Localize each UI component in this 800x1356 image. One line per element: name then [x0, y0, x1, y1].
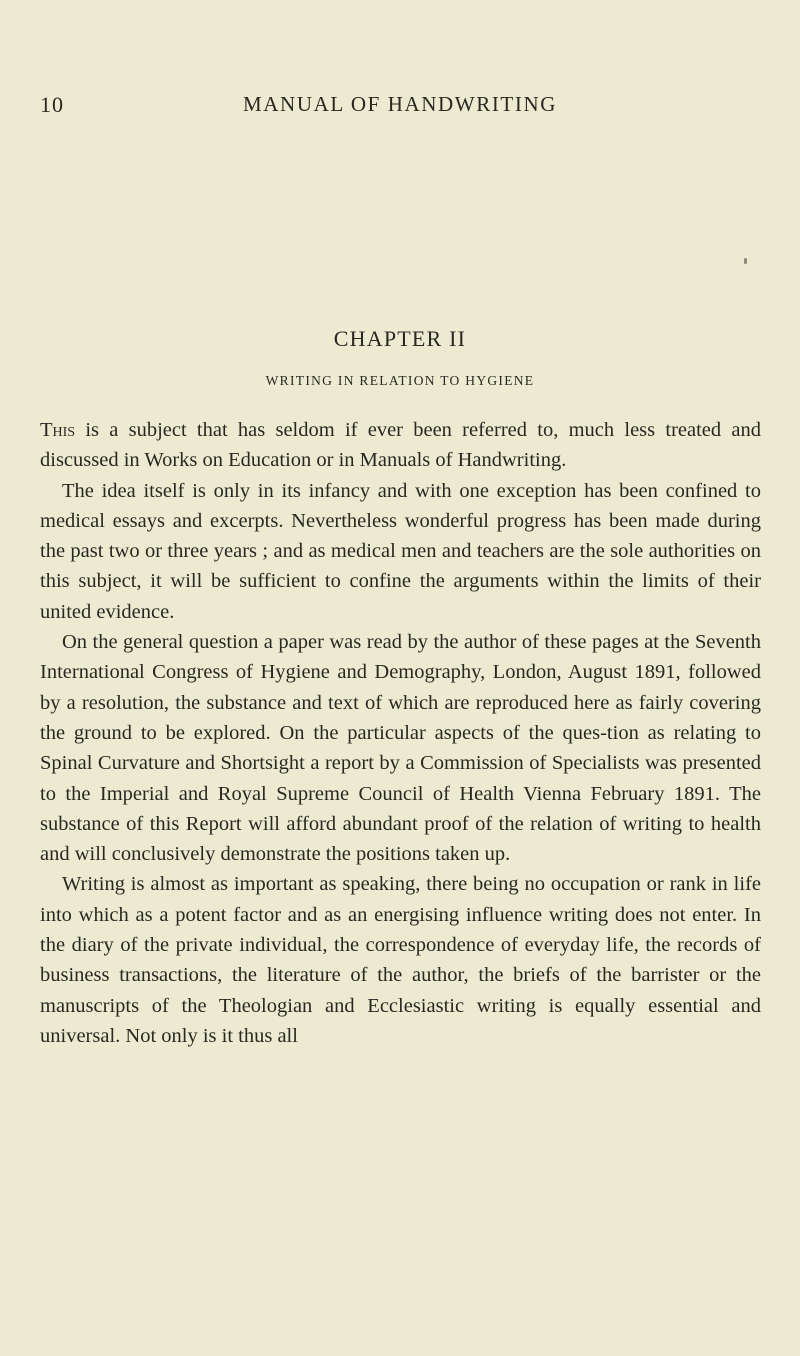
paragraph-2: The idea itself is only in its infancy and with one exception has been confined to medical essays and excerpts. Nevertheless wonderful progress has been made during the past two or three years ; and as medical men and teachers are the sole authorities on this subject, it will be sufficient to confine the arguments within the limits of their united evidence.: [40, 479, 761, 623]
body-text: [40, 415, 761, 1051]
paragraph-3: On the general question a paper was read by the author of these pages at the Seventh International Congress of Hygiene and Demography, London, August 1891, followed by a resolution, the substance and text of which are reproduced here as fairly covering the ground to be explored. On the particular aspects of the ques-tion as relating to Spinal Curvature and Shortsight a report by a Commission of Specialists was presented to the Imperial and Royal Supreme Council of Health Vienna February 1891. The substance of this Report will afford abundant proof of the relation of writing to health and will conclusively demonstrate the positions taken up.: [40, 631, 761, 866]
chapter-subtitle: WRITING IN RELATION TO HYGIENE: [265, 373, 535, 388]
running-title: MANUAL OF HANDWRITING: [243, 92, 557, 116]
paragraph-lead-word: This: [40, 419, 76, 441]
paragraph-4: Writing is almost as important as speaking, there being no occupation or rank in life into which as a potent factor and as an energising influence writing does not enter. In the diary of the private individual, the correspondence of everyday life, the records of business transactions, the literature of the author, the briefs of the barrister or the manuscripts of the Theologian and Ecclesiastic writing is equally essential and universal. Not only is it thus all: [40, 873, 761, 1047]
chapter-title: CHAPTER II: [333, 326, 467, 351]
running-head: [40, 92, 760, 122]
page-number: 10: [40, 92, 64, 117]
paragraph-1-text: is a subject that has seldom if ever been referred to, much less treated and discussed in Works on Education or in Manuals of Handwriting.: [40, 419, 761, 472]
paragraph-1: [40, 415, 761, 476]
paper-speck: [744, 258, 747, 264]
